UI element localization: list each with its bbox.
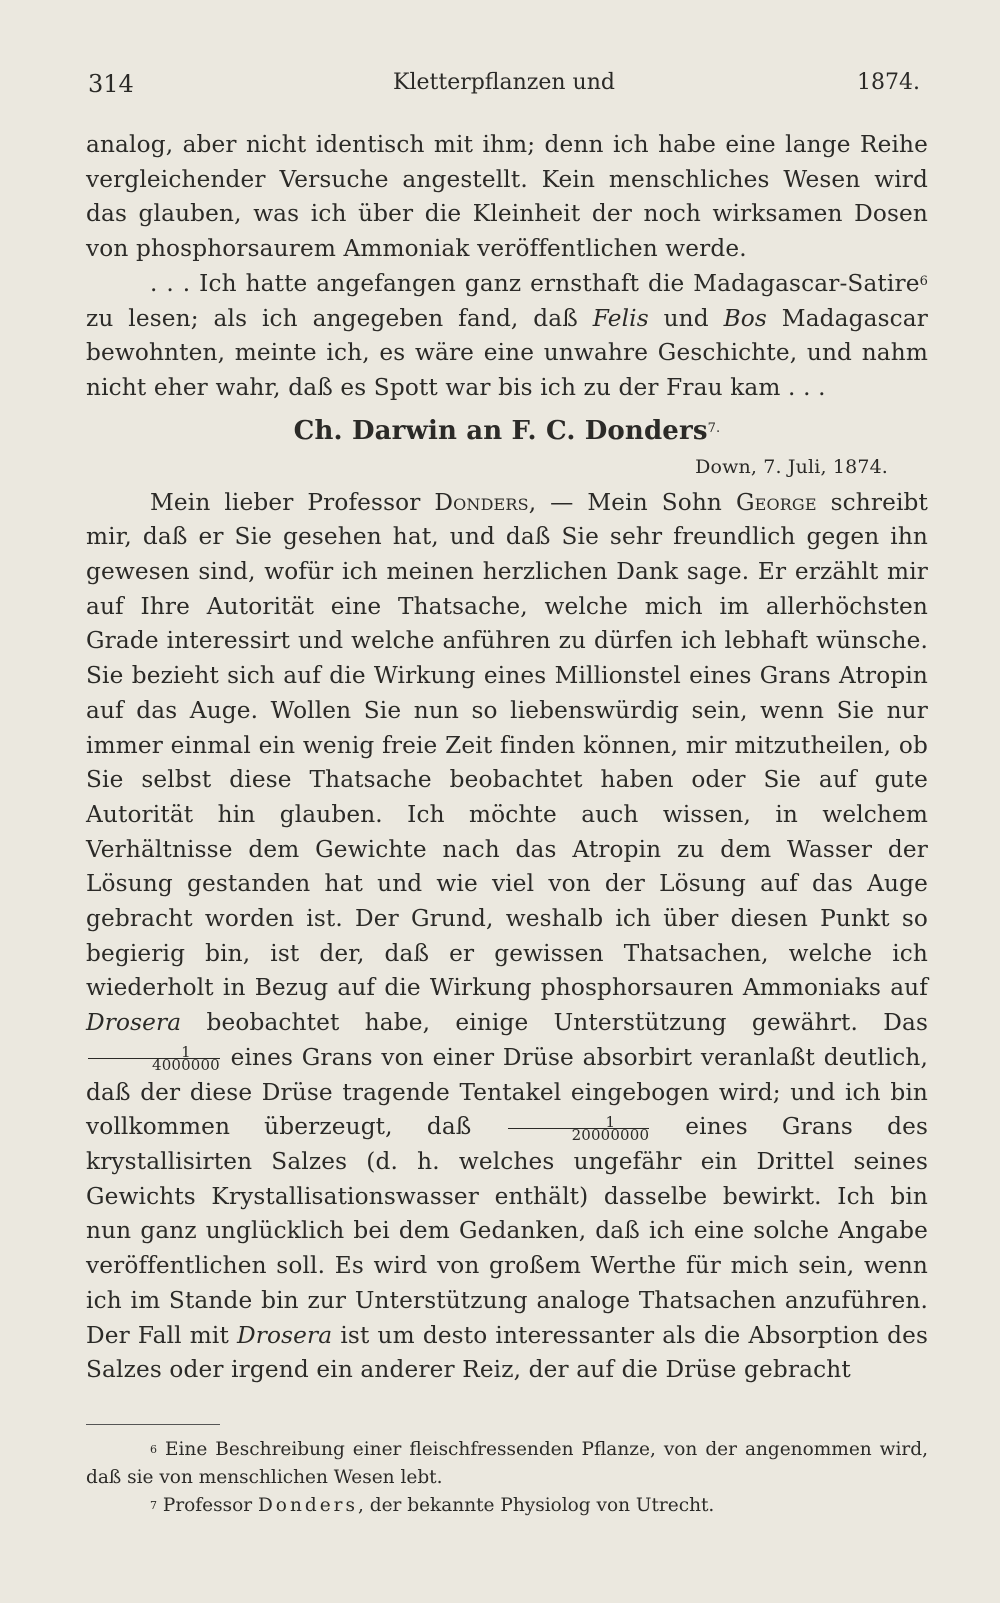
footnote-ref-7: 7. [707,420,721,436]
letter-text-3: schreibt mir, daß er Sie gesehen hat, und daß Sie sehr freundlich gegen ihn gewesen sind, wofür ich meinen herzlichen Dank sage. Er erzählt mir auf Ihre Autorität eine Thatsache, welche mich im allerhöchsten Grade interessirt und welche anführen zu dürfen ich lebhaft wünsche. Sie bezieht sich auf die Wirkung eines Millionstel eines Grans Atropin auf das Auge. Wollen Sie nun so liebenswürdig sein, wenn Sie nur immer einmal ein wenig freie Zeit finden können, mir mitzutheilen, ob Sie selbst diese Thatsache beobachtet haben oder Sie auf gute Autorität hin glauben. Ich möchte auch wissen, in welchem Verhältnisse dem Gewichte nach das Atropin zu dem Wasser der Lösung gestanden hat und wie viel von der Lösung auf das Auge gebracht worden ist. Der Grund, weshalb ich über diesen Punkt so begierig bin, ist der, daß er gewissen Thatsachen, welche ich wiederholt in Bezug auf die Wirkung phosphorsauren Ammoniaks auf [86,488,928,1002]
paragraph-2-text-d: Madagascar bewohnten, meinte ich, es wäre eine unwahre Geschichte, und nahm nicht eher wahr, daß es Spott war bis ich zu der Frau kam . . . [86,304,929,401]
fraction-2-numerator: 1 [605,1112,616,1131]
letter-heading [86,408,928,452]
paragraph-2 [86,267,928,406]
taxon-bos: Bos [723,304,767,332]
letter-body [86,486,928,1388]
fraction-2 [508,1112,650,1144]
paragraph-2-text-b: zu lesen; als ich angegeben fand, daß [86,304,593,332]
letter-dateline: Down, 7. Juli, 1874. [695,455,888,478]
paragraph-1: analog, aber nicht identisch mit ihm; denn ich habe eine lange Reihe vergleichender Versuche angestellt. Kein menschliches Wesen wird das glauben, was ich über die Kleinheit der noch wirksamen Dosen von phosphorsaurem Ammoniak veröffentlichen werde. [86,131,928,263]
taxon-drosera: Drosera [237,1321,333,1349]
name-george: George [735,488,817,516]
letter-heading-text: Ch. Darwin an F. C. Donders [293,415,708,446]
fraction-1-denominator: 4000000 [88,1058,220,1071]
letter-text-5: eines Grans von einer Drüse absorbirt veranlaßt deutlich, daß der diese Drüse tragende Tentakel eingebogen wird; und ich bin vollkommen überzeugt, daß [86,1043,928,1141]
running-header [88,70,920,100]
footnote-ref-6: 6 [919,273,928,289]
footnote-6-marker: 6 [150,1443,157,1456]
fraction-1 [88,1043,220,1075]
footnote-7-marker: 7 [150,1499,157,1512]
header-year: 1874. [857,70,920,95]
footnotes [86,1436,928,1520]
taxon-drosera: Drosera [86,1009,182,1037]
paragraph-2-text-a: . . . Ich hatte angefangen ganz ernsthaft die Madagascar-Satire [150,269,920,297]
fraction-2-denominator: 20000000 [508,1128,650,1141]
main-text [86,128,928,1388]
footnote-7 [86,1492,928,1520]
fraction-1-numerator: 1 [181,1043,191,1062]
footnote-6-text: Eine Beschreibung einer fleischfressenden Pflanze, von der angenommen wird, daß sie von menschlichen Wesen lebt. [86,1439,928,1488]
letter-text-6: eines Grans des krystallisirten Salzes (d. h. welches ungefähr ein Drittel seines Gewichts Krystallisationswasser enthält) dasselbe bewirkt. Ich bin nun ganz unglücklich bei dem Gedanken, daß ich eine solche Angabe veröffentlichen soll. Es wird von großem Werthe für mich sein, wenn ich im Stande bin zur Unterstützung analoge Thatsachen anzuführen. Der Fall mit [86,1113,928,1349]
footnote-7-text-a: Professor [157,1495,258,1516]
page-number: 314 [88,70,134,98]
letter-text-1: Mein lieber Professor [150,488,435,516]
letter-text-4: beobachtet habe, einige Unterstützung gewährt. Das [181,1009,928,1037]
letter-text-2: , — Mein Sohn [528,488,736,516]
running-title: Kletterpflanzen und [393,70,615,95]
footnote-7-text-b: , der bekannte Physiolog von Utrecht. [357,1495,715,1516]
footnote-7-name: Donders [257,1495,358,1516]
footnote-6 [86,1436,928,1492]
paragraph-2-text-c: und [648,304,724,332]
letter-text-7: ist um desto interessanter als die Absorption des Salzes oder irgend ein anderer Reiz, der auf die Drüse gebracht [86,1321,928,1384]
taxon-felis: Felis [592,304,649,332]
name-donders: Donders [434,488,529,516]
footnote-rule [86,1424,220,1425]
